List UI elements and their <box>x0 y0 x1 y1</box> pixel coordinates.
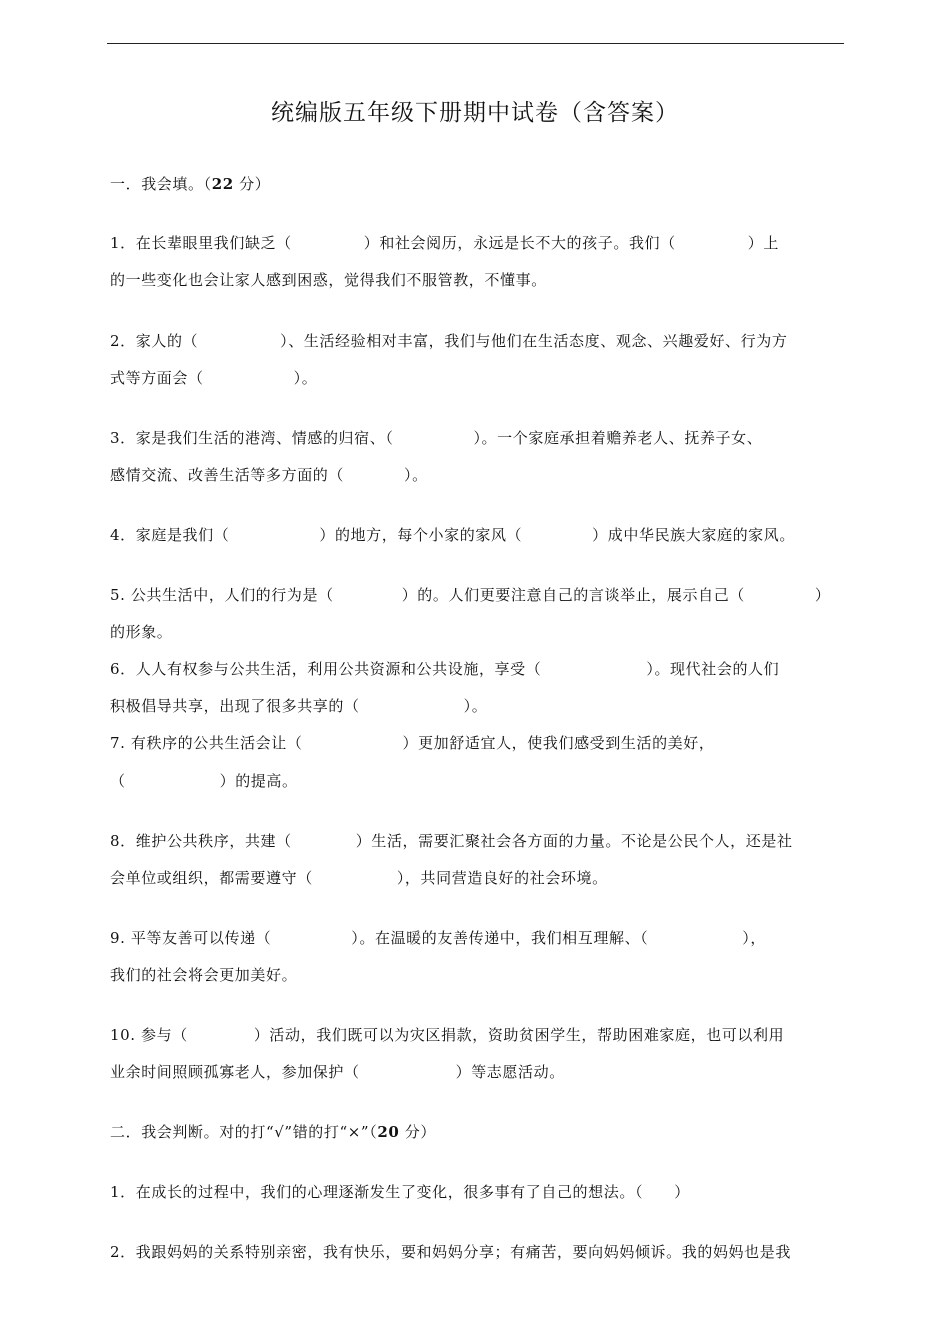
question-1-line-1: 1．在长辈眼里我们缺乏（ ）和社会阅历，永远是长不大的孩子。我们（ ）上 <box>110 234 779 252</box>
question-2-line-1: 2．家人的（ ）、生活经验相对丰富，我们与他们在生活态度、观念、兴趣爱好、行为方 <box>110 332 788 350</box>
question-10-line-1: 10. 参与（ ）活动，我们既可以为灾区捐款，资助贫困学生，帮助困难家庭，也可以利用 <box>110 1026 785 1044</box>
judgement-question-1: 1．在成长的过程中，我们的心理逐渐发生了变化，很多事有了自己的想法。（ ） <box>110 1183 690 1201</box>
question-1-line-2: 的一些变化也会让家人感到困惑，觉得我们不服管教，不懂事。 <box>110 271 547 289</box>
question-9-line-1: 9. 平等友善可以传递（ ）。在温暖的友善传递中，我们相互理解、（ ）， <box>110 929 766 947</box>
judgement-question-2: 2．我跟妈妈的关系特别亲密，我有快乐，要和妈妈分享；有痛苦，要向妈妈倾诉。我的妈妈也是我 <box>110 1243 791 1261</box>
question-3-line-2: 感情交流、改善生活等多方面的（ ）。 <box>110 466 428 484</box>
question-6-line-1: 6．人人有权参与公共生活，利用公共资源和公共设施，享受（ ）。现代社会的人们 <box>110 660 780 678</box>
section2-heading: 二．我会判断。对的打“√”错的打“×”（20 分） <box>110 1123 436 1141</box>
question-2-line-2: 式等方面会（ ）。 <box>110 369 318 387</box>
header-rule <box>107 43 844 44</box>
page-title: 统编版五年级下册期中试卷（含答案） <box>271 100 679 126</box>
question-6-line-2: 积极倡导共享，出现了很多共享的（ ）。 <box>110 697 488 715</box>
question-4-line-1: 4．家庭是我们（ ）的地方，每个小家的家风（ ）成中华民族大家庭的家风。 <box>110 526 795 544</box>
question-7-line-2: （ ）的提高。 <box>110 772 298 790</box>
question-8-line-2: 会单位或组织，都需要遵守（ ），共同营造良好的社会环境。 <box>110 869 608 887</box>
question-7-line-1: 7. 有秩序的公共生活会让（ ）更加舒适宜人，使我们感受到生活的美好， <box>110 734 715 752</box>
question-8-line-1: 8．维护公共秩序，共建（ ）生活，需要汇聚社会各方面的力量。不论是公民个人，还是社 <box>110 832 793 850</box>
question-10-line-2: 业余时间照顾孤寡老人，参加保护（ ）等志愿活动。 <box>110 1063 565 1081</box>
section1-heading: 一．我会填。（22 分） <box>110 175 271 193</box>
question-5-line-2: 的形象。 <box>110 623 173 641</box>
question-3-line-1: 3．家是我们生活的港湾、情感的归宿、（ ）。一个家庭承担着赡养老人、抚养子女、 <box>110 429 763 447</box>
question-9-line-2: 我们的社会将会更加美好。 <box>110 966 298 984</box>
question-5-line-1: 5. 公共生活中，人们的行为是（ ）的。人们更要注意自己的言谈举止，展示自己（ ） <box>110 586 831 604</box>
